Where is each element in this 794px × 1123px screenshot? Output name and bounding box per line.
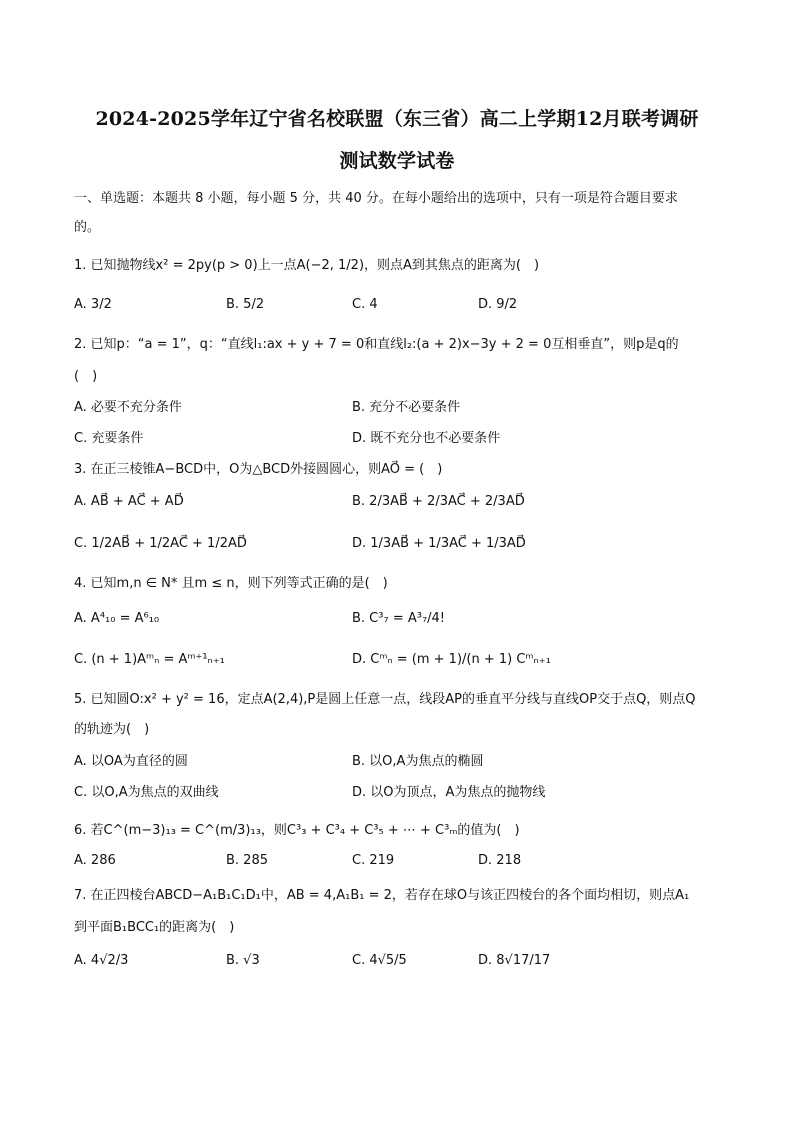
question-5-option-b: B. 以O,A为焦点的椭圆 [352,754,484,769]
question-6-option-b: B. 285 [226,853,268,868]
question-1-stem: 1. 已知抛物线x² = 2py(p > 0)上一点A(−2, 1/2)，则点A到其焦点的距离为( ) [74,258,540,273]
question-5-stem-cont: 的轨迹为( ) [74,722,150,737]
question-2-option-d: D. 既不充分也不必要条件 [352,431,501,446]
question-2-stem: 2. 已知p：“a = 1”，q：“直线l₁:ax + y + 7 = 0和直线l₂:(a + 2)x−3y + 2 = 0互相垂直”，则p是q的 [74,337,679,352]
section-instruction: 一、单选题：本题共 8 小题，每小题 5 分，共 40 分。在每小题给出的选项中，只有一项是符合题目要求 [74,191,678,206]
question-6-option-c: C. 219 [352,853,395,868]
question-1-option-c: C. 4 [352,297,378,312]
question-5-option-c: C. 以O,A为焦点的双曲线 [74,785,219,800]
question-5-option-d: D. 以O为顶点，A为焦点的抛物线 [352,785,546,800]
question-7-option-c: C. 4√5/5 [352,953,407,968]
question-7-option-b: B. √3 [226,953,260,968]
question-4-option-c: C. (n + 1)Aᵐₙ = Aᵐ⁺¹ₙ₊₁ [74,652,225,667]
question-2-option-b: B. 充分不必要条件 [352,400,461,415]
question-6-option-a: A. 286 [74,853,116,868]
section-instruction-cont: 的。 [74,220,101,235]
question-3-option-c: C. 1/2AB⃗ + 1/2AC⃗ + 1/2AD⃗ [74,536,247,551]
question-4-stem: 4. 已知m,n ∈ N* 且m ≤ n，则下列等式正确的是( ) [74,576,388,591]
question-4-option-b: B. C³₇ = A³₇/4! [352,611,446,626]
question-3-stem: 3. 在正三棱锥A−BCD中，O为△BCD外接圆圆心，则AO⃗ = ( ) [74,462,443,477]
question-1-option-b: B. 5/2 [226,297,265,312]
question-2-stem-cont: ( ) [74,369,98,384]
exam-title-line1: 2024-2025学年辽宁省名校联盟（东三省）高二上学期12月联考调研 [95,108,699,130]
question-6-stem: 6. 若C^(m−3)₁₃ = C^(m/3)₁₃，则C³₃ + C³₄ + C³₅ + ⋯ + C³ₘ的值为( ) [74,823,520,838]
question-1-option-d: D. 9/2 [478,297,518,312]
question-2-option-a: A. 必要不充分条件 [74,400,182,415]
question-4-option-a: A. A⁴₁₀ = A⁶₁₀ [74,611,160,626]
question-1-option-a: A. 3/2 [74,297,112,312]
question-7-stem: 7. 在正四棱台ABCD−A₁B₁C₁D₁中，AB = 4,A₁B₁ = 2，若存在球O与该正四棱台的各个面均相切，则点A₁ [74,888,690,903]
question-3-option-a: A. AB⃗ + AC⃗ + AD⃗ [74,494,184,509]
question-5-stem: 5. 已知圆O:x² + y² = 16，定点A(2,4),P是圆上任意一点，线段AP的垂直平分线与直线OP交于点Q，则点Q [74,692,696,707]
question-6-option-d: D. 218 [478,853,522,868]
question-3-option-d: D. 1/3AB⃗ + 1/3AC⃗ + 1/3AD⃗ [352,536,526,551]
question-3-option-b: B. 2/3AB⃗ + 2/3AC⃗ + 2/3AD⃗ [352,494,525,509]
question-7-option-d: D. 8√17/17 [478,953,551,968]
question-2-option-c: C. 充要条件 [74,431,144,446]
question-5-option-a: A. 以OA为直径的圆 [74,754,188,769]
exam-title-line2: 测试数学试卷 [339,150,455,172]
question-7-stem-cont: 到平面B₁BCC₁的距离为( ) [74,920,235,935]
question-4-option-d: D. Cᵐₙ = (m + 1)/(n + 1) Cᵐₙ₊₁ [352,652,551,667]
question-7-option-a: A. 4√2/3 [74,953,129,968]
